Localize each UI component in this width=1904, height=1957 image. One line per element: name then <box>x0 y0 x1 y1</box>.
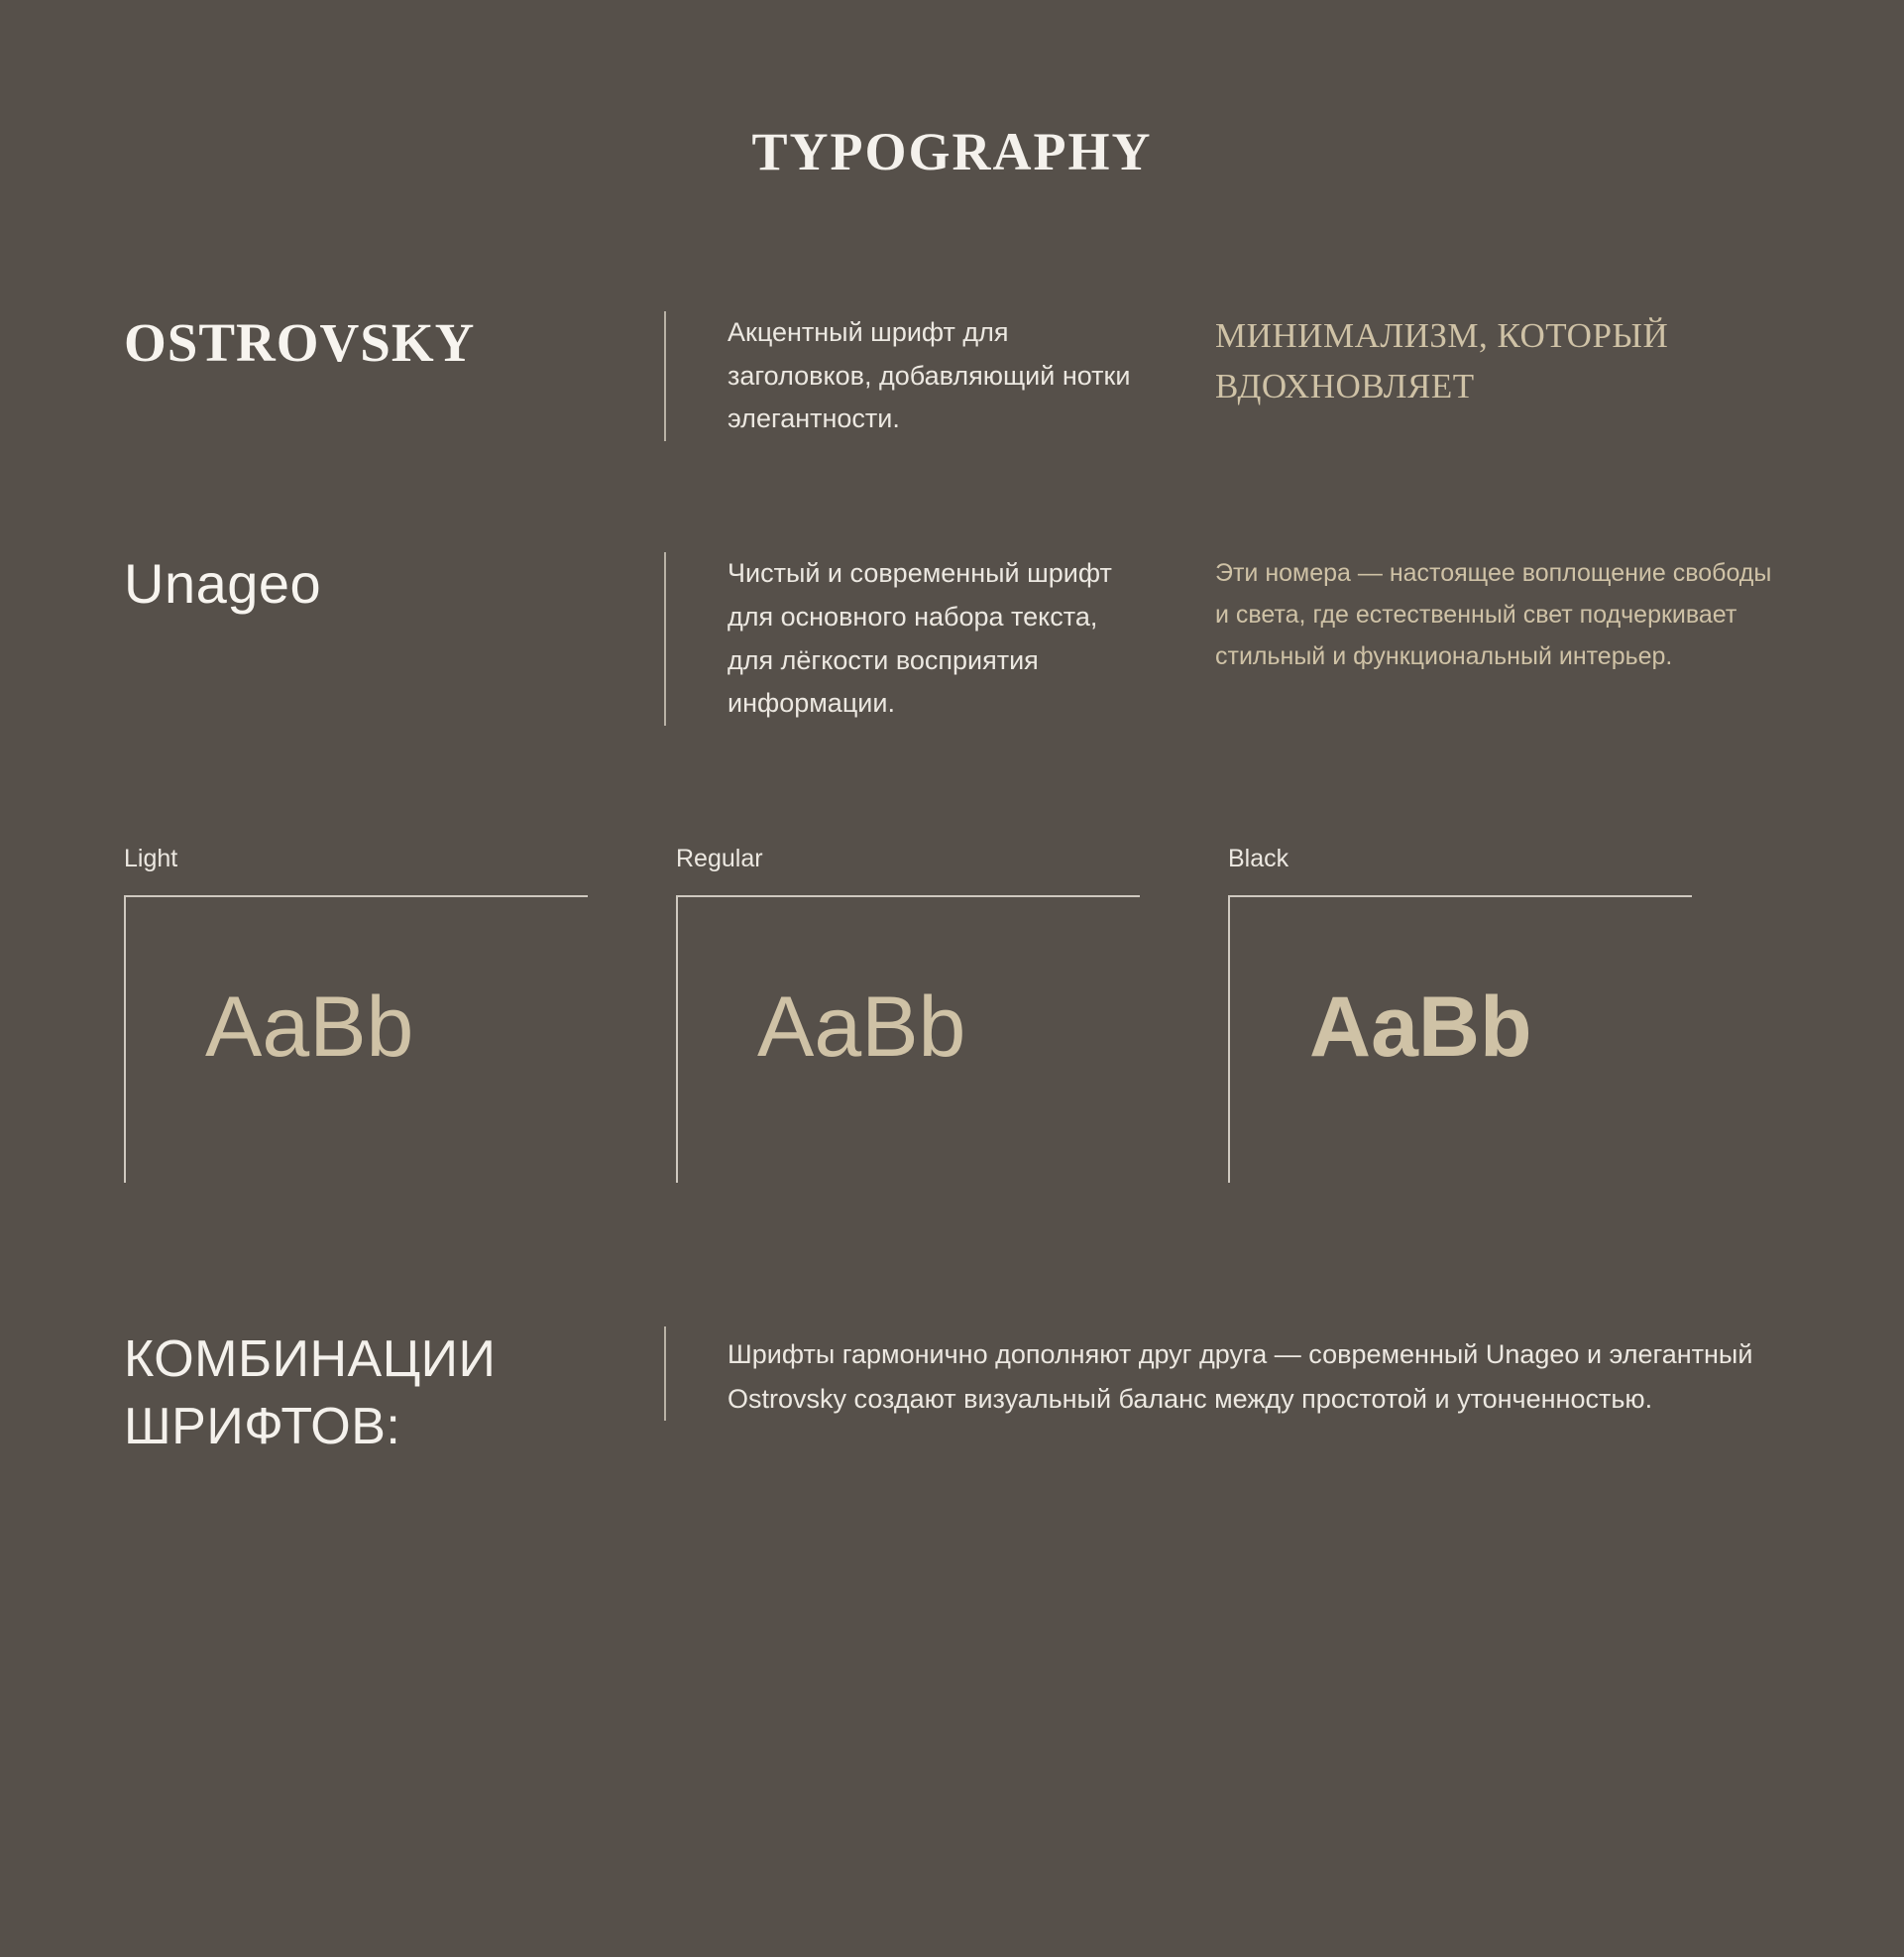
weight-frame-regular <box>676 895 1140 1183</box>
specimen-row-unageo <box>124 552 1780 726</box>
weight-column-black <box>1228 845 1780 1183</box>
specimen-sample-cell <box>1150 311 1780 412</box>
combination-title: КОМБИНАЦИИ ШРИФТОВ: <box>124 1330 497 1455</box>
specimen-name-cell <box>124 552 664 616</box>
weight-label-light: Light <box>124 845 178 873</box>
font-sample-unageo: Эти номера — настоящее воплощение свободы и света, где естественный свет подчеркивает стильный и функциональный интерьер. <box>1215 559 1772 671</box>
font-name-ostrovsky: OSTROVSKY <box>124 312 476 373</box>
weight-column-regular <box>676 845 1228 1183</box>
specimen-row-ostrovsky <box>124 311 1780 441</box>
weight-frame-black <box>1228 895 1692 1183</box>
specimen-description-cell <box>664 311 1150 441</box>
combination-text: Шрифты гармонично дополняют друг друга — современный Unageo и элегантный Ostrovsky создают визуальный баланс между простотой и утонченностью. <box>664 1326 1780 1421</box>
specimen-list <box>0 311 1904 726</box>
weight-label-regular: Regular <box>676 845 763 873</box>
weight-frame-light <box>124 895 588 1183</box>
weight-list <box>0 845 1904 1183</box>
weight-sample-light: AaBb <box>205 979 414 1076</box>
font-combination-section <box>0 1326 1904 1460</box>
font-name-unageo: Unageo <box>124 552 322 616</box>
specimen-name-cell <box>124 311 664 373</box>
weight-sample-regular: AaBb <box>757 979 966 1076</box>
font-description-unageo: Чистый и современный шрифт для основного набора текста, для лёгкости восприятия информации. <box>728 558 1112 719</box>
weight-label-black: Black <box>1228 845 1289 873</box>
specimen-description-cell <box>664 552 1150 726</box>
weight-sample-black: AaBb <box>1309 979 1532 1076</box>
font-description-ostrovsky: Акцентный шрифт для заголовков, добавляющий нотки элегантности. <box>728 317 1131 434</box>
specimen-sample-cell <box>1150 552 1780 677</box>
page-title: TYPOGRAPHY <box>751 122 1153 181</box>
font-sample-ostrovsky: МИНИМАЛИЗМ, КОТОРЫЙ ВДОХНОВЛЯЕТ <box>1215 316 1669 405</box>
weight-column-light <box>124 845 676 1183</box>
